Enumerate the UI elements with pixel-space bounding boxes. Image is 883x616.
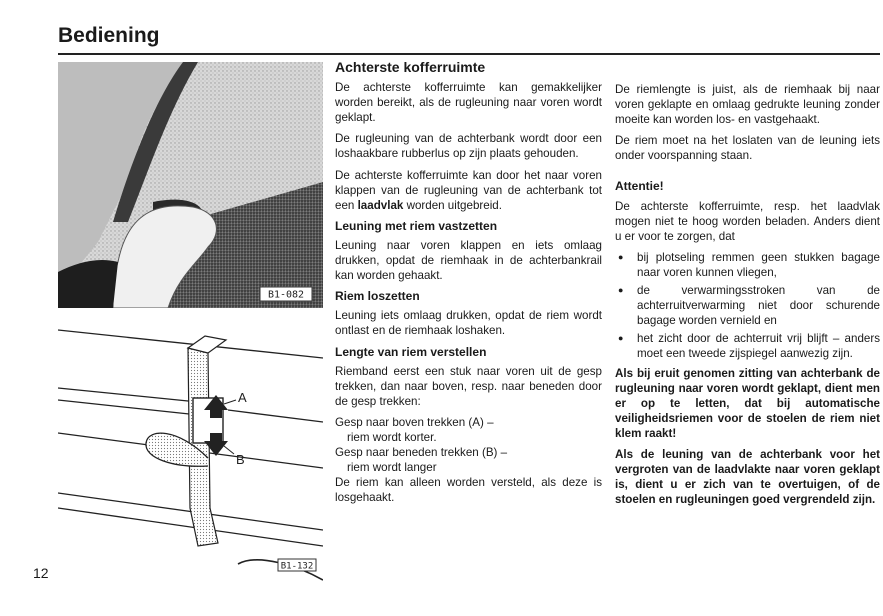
step-line: Gesp naar boven trekken (A) – [335, 415, 494, 429]
page-number: 12 [33, 565, 49, 581]
step-line: Gesp naar beneden trekken (B) – [335, 446, 508, 460]
warning-paragraph: Als de leuning van de achterbank voor het vergroten van de laadvlakte naar voren geklapt is, dient u er zich van te overtuigen, of de stoelen en rugleuningen goed vergrendeld zijn. [615, 447, 880, 507]
header-rule [58, 53, 880, 55]
page-title: Bediening [58, 24, 160, 47]
text-run: De achterste kofferruimte kan door het naar voren klappen van de rugleuning van de achterbank tot een [335, 168, 602, 212]
paragraph: De rugleuning van de achterbank wordt door een loshaakbare rubberlus op zijn plaats gehouden. [335, 132, 602, 161]
bullet-item: ● de verwarmingsstroken van de achterruitverwarming niet door schurende bagage worden vernield en [615, 283, 880, 328]
column-left [335, 60, 602, 511]
paragraph: De achterste kofferruimte, resp. het laadvlak mogen niet te hoog worden beladen. Anders dient u er voor te zorgen, dat [615, 199, 880, 243]
text-run: worden uitgebreid. [403, 198, 502, 212]
step-result: riem wordt korter. [347, 430, 437, 444]
paragraph: Riemband eerst een stuk naar voren uit de gesp trekken, dan naar boven, resp. naar beneden door de gesp trekken: [335, 364, 602, 408]
paragraph [335, 168, 602, 213]
step-result: riem wordt langer [347, 461, 437, 475]
subheading: Riem loszetten [335, 289, 420, 304]
paragraph: De riemlengte is juist, als de riemhaak bij naar voren geklapte en omlaag gedrukte leuning zonder moeite kan worden los- en vastgehaakt. [615, 83, 880, 127]
photo-label: B1-082 [267, 289, 305, 301]
attention-heading: Attentie! [615, 179, 664, 194]
paragraph: De riem moet na het loslaten van de leuning iets onder voorspanning staan. [615, 134, 880, 163]
warning-paragraph: Als bij eruit genomen zitting van achterbank de rugleuning naar voren wordt geklapt, dient men er op te letten, dat bij automatische veiligheidsriemen voor de stoelen de riem niet klem raakt! [615, 366, 880, 440]
arrow-b-label: B [236, 452, 245, 467]
subheading: Lengte van riem verstellen [335, 344, 487, 359]
paragraph: De achterste kofferruimte kan gemakkelijker worden bereikt, als de rugleuning naar voren wordt geklapt. [335, 81, 602, 125]
section-heading: Achterste kofferruimte [335, 59, 486, 75]
paragraph: Leuning iets omlaag drukken, opdat de riem wordt ontlast en de riemhaak loshaken. [335, 309, 602, 338]
arrow-a-label: A [238, 390, 247, 405]
bullet-item: ● het zicht door de achterruit vrij blijft – anders moet een tweede zijspiegel aanwezig zijn. [615, 331, 880, 361]
subheading: Leuning met riem vastzetten [335, 218, 498, 233]
paragraph: Leuning naar voren klappen en iets omlaag drukken, opdat de riemhaak in de achterbankrail kan worden gehaakt. [335, 238, 602, 283]
paragraph: De riem kan alleen worden versteld, als deze is losgehaakt. [335, 476, 602, 505]
emphasis-laadvlak: laadvlak [357, 198, 404, 212]
drawing-label: B1-132 [280, 561, 314, 572]
strap-photo [58, 62, 323, 308]
strap-adjust-diagram [58, 318, 323, 588]
bullet-list [615, 250, 880, 362]
bullet-item: ● bij plotseling remmen geen stukken bagage naar voren kunnen vliegen, [615, 250, 880, 280]
column-right [615, 82, 880, 513]
